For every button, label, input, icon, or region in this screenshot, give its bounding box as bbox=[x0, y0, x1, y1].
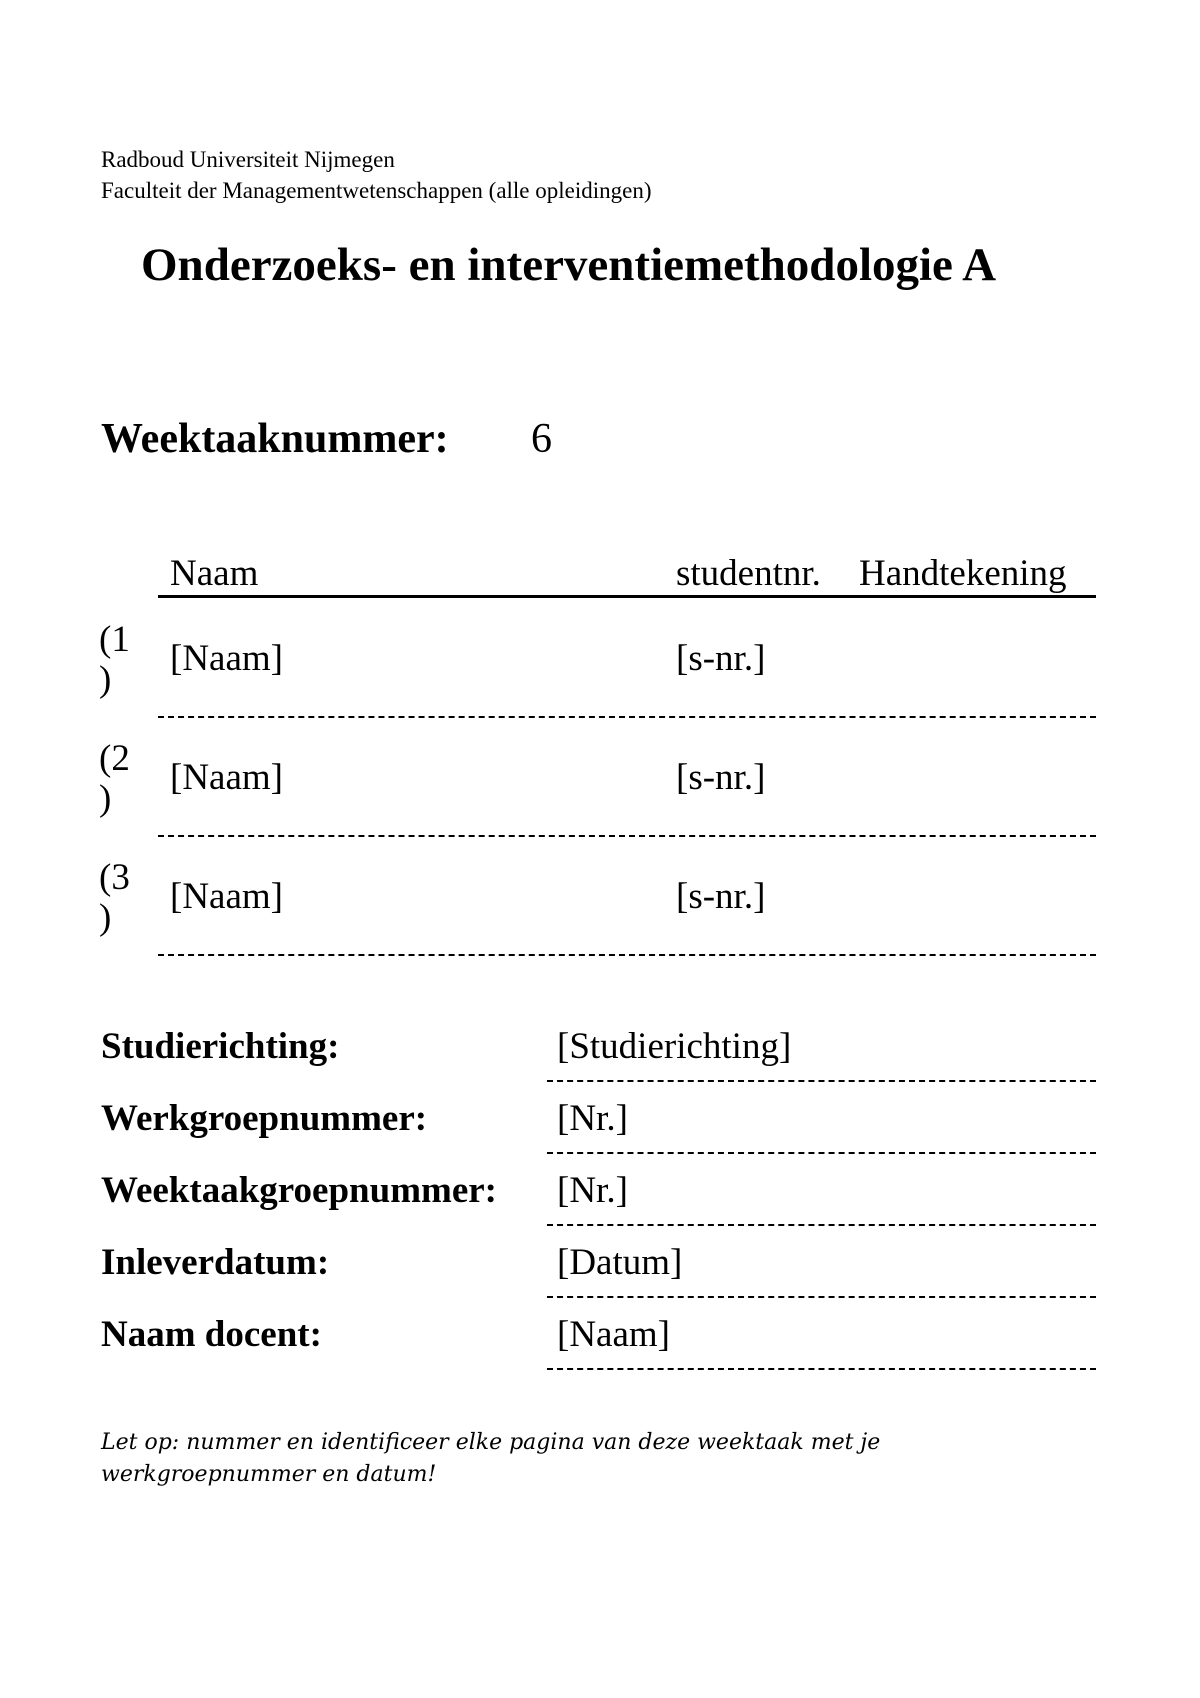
naam-docent-line bbox=[547, 1368, 1096, 1370]
weektaakgroepnummer-value: [Nr.] bbox=[557, 1170, 628, 1211]
row-2-signature-line bbox=[158, 835, 1096, 837]
inleverdatum-label: Inleverdatum: bbox=[101, 1242, 330, 1283]
row-number-3-close: ) bbox=[99, 897, 112, 938]
naam-docent-value: [Naam] bbox=[557, 1314, 670, 1355]
row-1-signature-line bbox=[158, 716, 1096, 718]
column-header-naam: Naam bbox=[170, 553, 259, 594]
werkgroepnummer-label: Werkgroepnummer: bbox=[101, 1098, 428, 1139]
row-3-student-nr: [s-nr.] bbox=[676, 876, 766, 917]
row-2-name: [Naam] bbox=[170, 757, 283, 798]
row-2-student-nr: [s-nr.] bbox=[676, 757, 766, 798]
table-header-rule bbox=[158, 595, 1096, 598]
row-number-3 bbox=[99, 858, 139, 938]
column-header-handtekening: Handtekening bbox=[859, 553, 1067, 594]
row-1-name: [Naam] bbox=[170, 638, 283, 679]
row-number-1-close: ) bbox=[99, 659, 112, 700]
weektaakgroepnummer-label: Weektaakgroepnummer: bbox=[101, 1170, 497, 1211]
weektaakgroepnummer-line bbox=[547, 1224, 1096, 1226]
inleverdatum-line bbox=[547, 1296, 1096, 1298]
institution-name: Radboud Universiteit Nijmegen bbox=[101, 147, 395, 172]
studierichting-label: Studierichting: bbox=[101, 1026, 340, 1067]
werkgroepnummer-line bbox=[547, 1152, 1096, 1154]
faculty-name: Faculteit der Managementwetenschappen (alle opleidingen) bbox=[101, 178, 652, 203]
column-header-studentnr: studentnr. bbox=[676, 553, 821, 594]
studierichting-value: [Studierichting] bbox=[557, 1026, 792, 1067]
inleverdatum-value: [Datum] bbox=[557, 1242, 683, 1283]
row-number-2-close: ) bbox=[99, 778, 112, 819]
naam-docent-label: Naam docent: bbox=[101, 1314, 322, 1355]
studierichting-line bbox=[547, 1080, 1096, 1082]
weektaak-label: Weektaaknummer: bbox=[101, 416, 449, 462]
row-number-2 bbox=[99, 739, 139, 819]
weektaak-number: 6 bbox=[531, 416, 552, 462]
row-3-signature-line bbox=[158, 954, 1096, 956]
row-1-student-nr: [s-nr.] bbox=[676, 638, 766, 679]
row-number-1-open: (1 bbox=[99, 619, 130, 660]
row-3-name: [Naam] bbox=[170, 876, 283, 917]
document-title: Onderzoeks- en interventiemethodologie A bbox=[141, 239, 997, 291]
row-number-2-open: (2 bbox=[99, 738, 130, 779]
instruction-note-line-1: Let op: nummer en identificeer elke pagina van deze weektaak met je bbox=[101, 1430, 881, 1455]
row-number-1 bbox=[99, 620, 139, 700]
werkgroepnummer-value: [Nr.] bbox=[557, 1098, 628, 1139]
instruction-note-line-2: werkgroepnummer en datum! bbox=[101, 1462, 437, 1487]
row-number-3-open: (3 bbox=[99, 857, 130, 898]
instruction-note bbox=[101, 1427, 961, 1491]
